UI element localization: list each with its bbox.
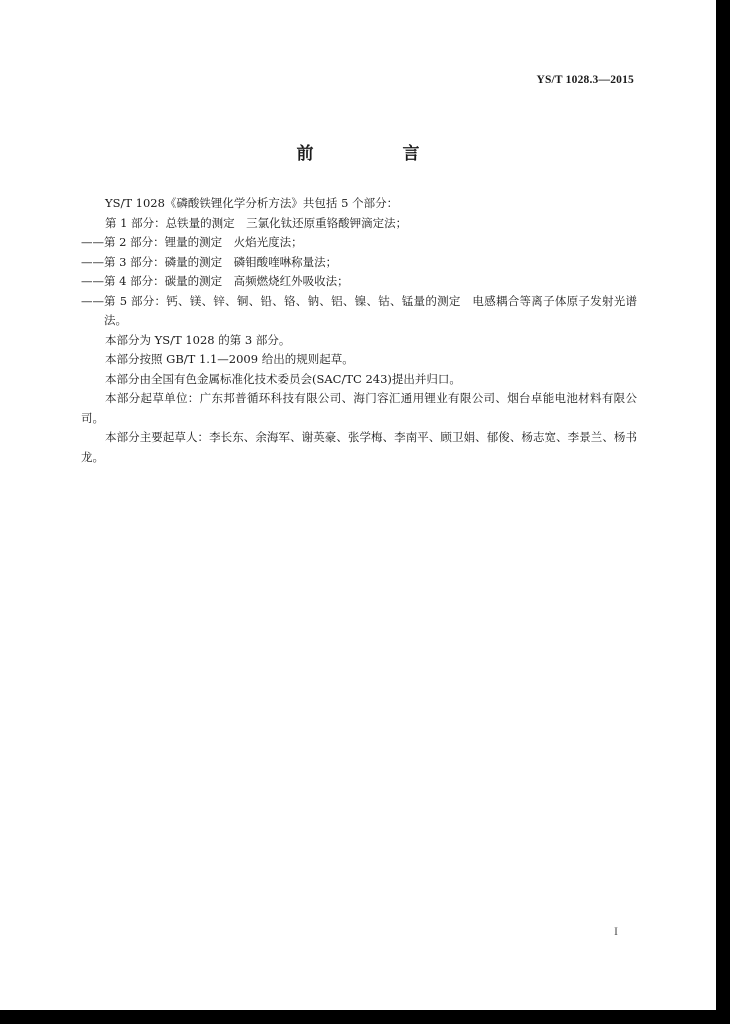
- part-2-text: 第 2 部分：锂量的测定 火焰光度法；: [104, 235, 303, 249]
- page-number: I: [614, 924, 618, 938]
- part-2-dash: ——: [81, 235, 104, 249]
- part-3-item: [81, 253, 637, 273]
- part-5-item: [81, 292, 637, 331]
- drafters-paragraph: 本部分主要起草人：李长东、余海军、谢英豪、张学梅、李南平、顾卫娟、郁俊、杨志宽、李景兰、杨书龙。: [81, 430, 637, 464]
- page-title: 前 言: [296, 144, 456, 164]
- part-5-text: 第 5 部分：钙、镁、锌、铜、铅、铬、钠、铝、镍、钴、锰量的测定 电感耦合等离子体原子发射光谱法。: [104, 293, 637, 327]
- drafting-units-paragraph: 本部分起草单位：广东邦普循环科技有限公司、海门容汇通用锂业有限公司、烟台卓能电池材料有限公司。: [81, 391, 637, 425]
- drafted-per-paragraph: 本部分按照 GB/T 1.1—2009 给出的规则起草。: [105, 352, 354, 366]
- part-4-dash: ——: [81, 274, 104, 288]
- intro-paragraph: YS/T 1028《磷酸铁锂化学分析方法》共包括 5 个部分：: [105, 196, 399, 210]
- part-4-text: 第 4 部分：碳量的测定 高频燃烧红外吸收法；: [104, 274, 349, 288]
- this-part-paragraph: 本部分为 YS/T 1028 的第 3 部分。: [105, 332, 291, 347]
- part-1-item: 第 1 部分：总铁量的测定 三氯化钛还原重铬酸钾滴定法；: [105, 215, 408, 230]
- foreword-body: [81, 194, 637, 467]
- part-4-item: [81, 272, 637, 292]
- part-3-text: 第 3 部分：磷量的测定 磷钼酸喹啉称量法；: [104, 254, 338, 269]
- proposed-by-paragraph: 本部分由全国有色金属标准化技术委员会(SAC/TC 243)提出并归口。: [105, 371, 461, 386]
- part-3-dash: ——: [81, 254, 104, 269]
- part-5-dash: ——: [81, 293, 104, 308]
- standard-code: YS/T 1028.3—2015: [536, 74, 634, 86]
- part-2-item: [81, 233, 637, 253]
